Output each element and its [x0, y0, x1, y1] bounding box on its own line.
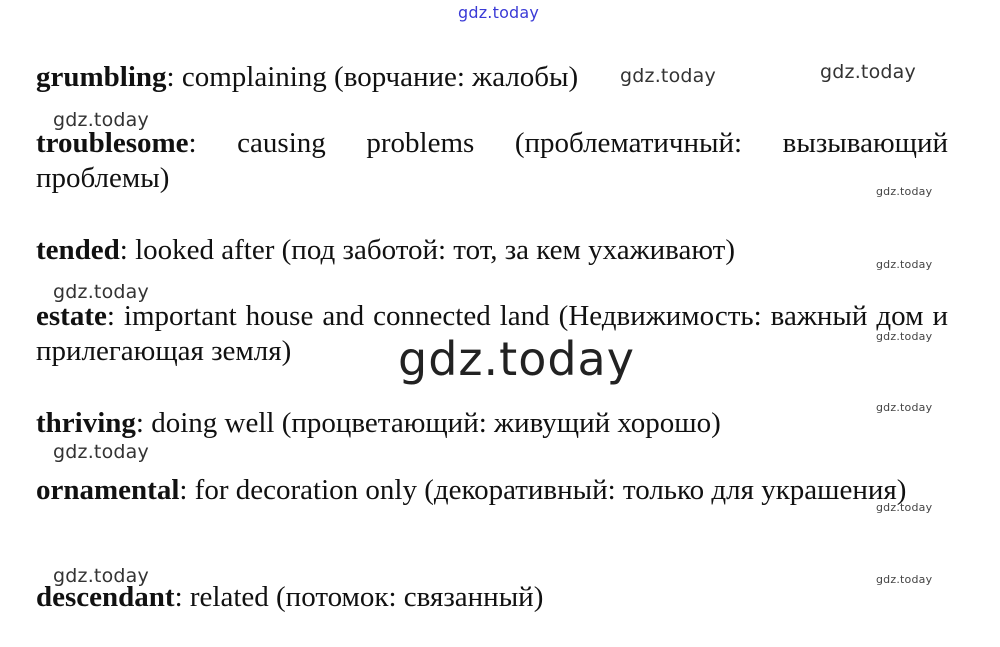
glossary-definition: : important house and connected land (Недвижимость: важный дом и прилегающая земля): [36, 300, 948, 367]
watermark: gdz.today: [53, 109, 149, 131]
glossary-term: ornamental: [36, 474, 180, 506]
glossary-entry-thriving: [36, 406, 948, 441]
glossary-entry-troublesome: [36, 126, 948, 196]
glossary-definition: : complaining (ворчание: жалобы): [166, 61, 579, 93]
glossary-term: troublesome: [36, 127, 189, 159]
watermark: gdz.today: [876, 330, 933, 343]
glossary-term: grumbling: [36, 61, 167, 93]
watermark-top: gdz.today: [458, 3, 540, 22]
glossary-term: thriving: [36, 407, 136, 439]
glossary-term: tended: [36, 234, 120, 266]
watermark: gdz.today: [876, 573, 933, 586]
watermark: gdz.today: [876, 401, 933, 414]
watermark: gdz.today: [53, 441, 149, 463]
glossary-entry-grumbling: [36, 60, 948, 95]
glossary-entry-estate: [36, 299, 948, 369]
glossary-term: descendant: [36, 581, 175, 613]
glossary-entry-tended: [36, 233, 948, 268]
glossary-entry-descendant: [36, 580, 948, 615]
watermark: gdz.today: [820, 61, 916, 83]
watermark: gdz.today: [876, 501, 933, 514]
glossary-definition: : causing problems (проблематичный: вызывающий проблемы): [36, 127, 948, 194]
watermark-large: gdz.today: [398, 332, 635, 386]
glossary-definition: : looked after (под заботой: тот, за кем ухаживают): [119, 234, 735, 266]
glossary-entry-ornamental: [36, 473, 948, 508]
glossary-term: estate: [36, 300, 107, 332]
glossary-definition: : doing well (процветающий: живущий хорошо): [135, 407, 721, 439]
watermark: gdz.today: [620, 65, 716, 87]
glossary-definition: : for decoration only (декоративный: только для украшения): [179, 474, 907, 506]
watermark: gdz.today: [876, 185, 933, 198]
watermark: gdz.today: [53, 565, 149, 587]
watermark: gdz.today: [53, 281, 149, 303]
watermark: gdz.today: [876, 258, 933, 271]
glossary-definition: : related (потомок: связанный): [174, 581, 544, 613]
